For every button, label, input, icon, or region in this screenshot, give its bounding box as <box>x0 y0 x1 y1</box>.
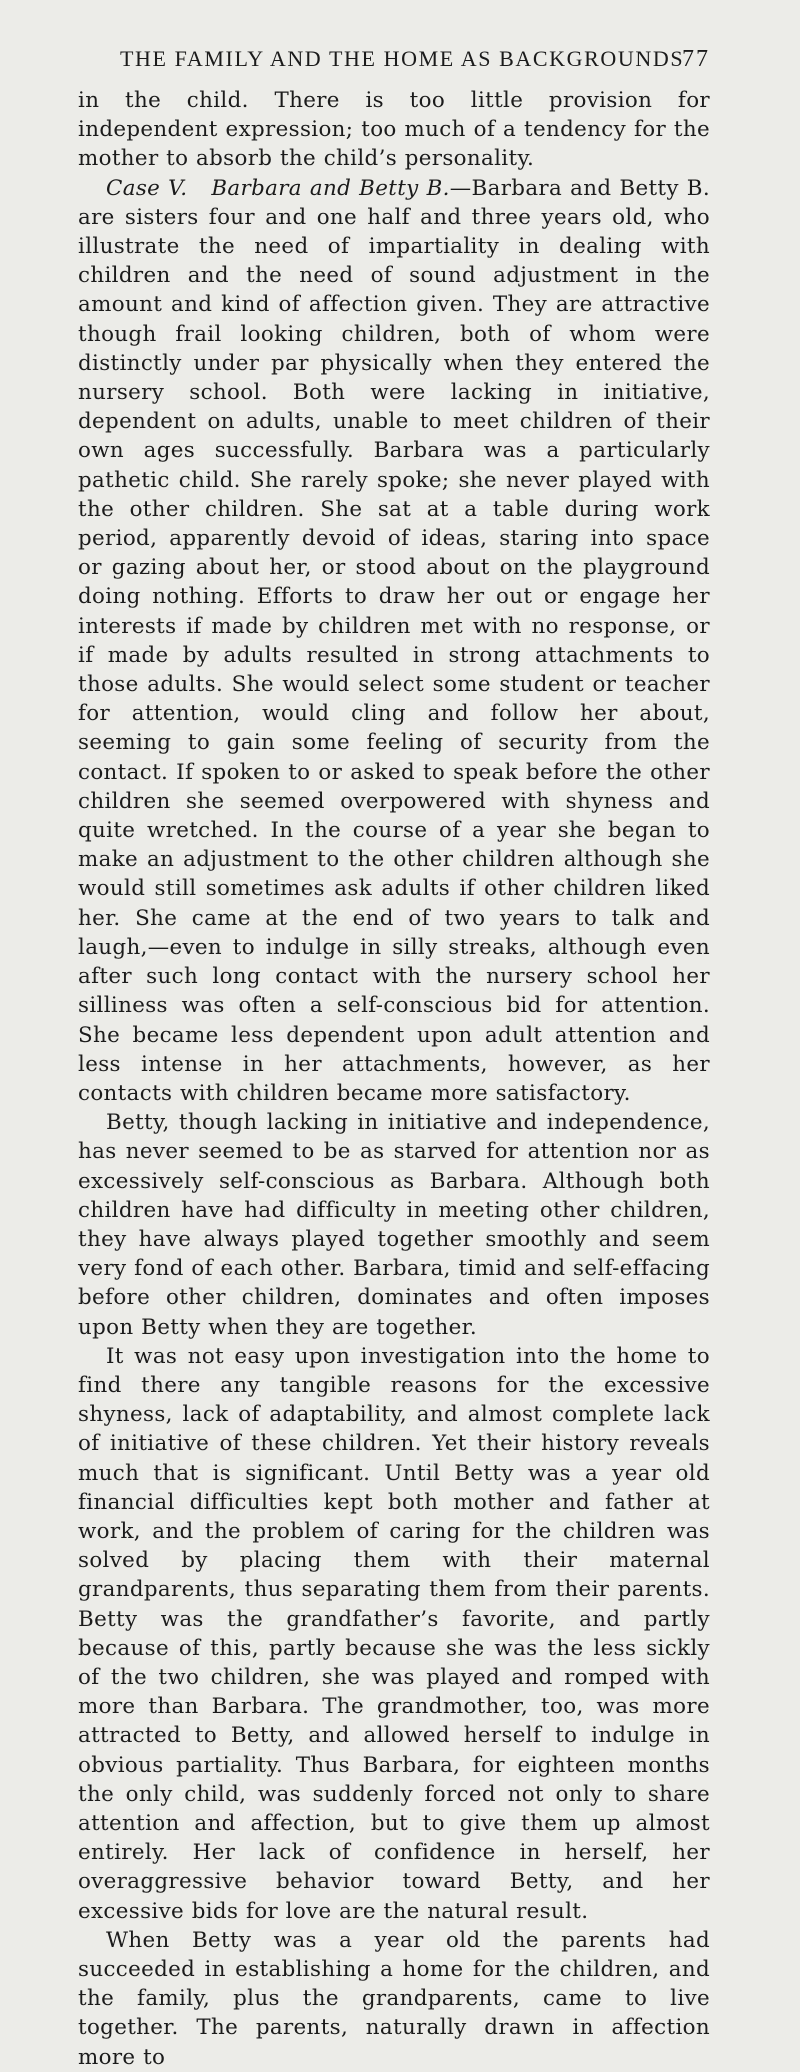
paragraph-betty: Betty, though lacking in initiative and independence, has never seemed to be as starved for attention nor as excessively self-conscious as Barbara. Although both children have had difficulty in meeting other children, they have always played together smoothly and seem very fond of each other. Barbara, timid and self-effacing before other children, dominates and often imposes upon Betty when they are together. <box>78 1110 711 1340</box>
paragraph-case-v <box>78 174 710 1109</box>
running-title: THE FAMILY AND THE HOME AS BACKGROUNDS <box>120 46 685 71</box>
case-label: Case V. <box>106 175 188 201</box>
case-text: —Barbara and Betty B. are sisters four and one half and three years old, who illustrate the need of impartiality in dealing with children and the need of sound adjustment in the amount and kind of affection given. They are attractive though frail looking children, both of whom were distinctly under par physically when they entered the nursery school. Both were lacking in initiative, dependent on adults, unable to meet children of their own ages successfully. Barbara was a particularly pathetic child. She rarely spoke; she never played with the other children. She sat at a table during work period, apparently devoid of ideas, staring into space or gazing about her, or stood about on the playground doing nothing. Efforts to draw her out or engage her interests if made by children met with no response, or if made by adults resulted in strong attachments to those adults. She would select some student or teacher for attention, would cling and follow her about, seeming to gain some feeling of security from the contact. If spoken to or asked to speak before the other children she seemed overpowered with shyness and quite wretched. In the course of a year she began to make an adjustment to the other children although she would still sometimes ask adults if other children liked her. She came at the end of two years to talk and laugh,—even to indulge in silly streaks, although even after such long contact with the nursery school her silliness was often a self-conscious bid for attention. She became less dependent upon adult attention and less intense in her attachments, however, as her contacts with children became more satisfactory. <box>78 175 710 1106</box>
body-text <box>78 86 710 2072</box>
paragraph-home-investigation: It was not easy upon investigation into the home to find there any tangible reasons for the excessive shyness, lack of adaptability, and almost complete lack of initiative of these children. Yet their history reveals much that is significant. Until Betty was a year old financial difficulties kept both mother and father at work, and the problem of caring for the children was solved by placing them with their maternal grandparents, thus separating them from their parents. Betty was the grandfather’s favorite, and partly because of this, partly because she was the less sickly of the two children, she was played and romped with more than Barbara. The grandmother, too, was more attracted to Betty, and allowed herself to indulge in obvious partiality. Thus Barbara, for eighteen months the only child, was suddenly forced not only to share attention and affection, but to give them up almost entirely. Her lack of confidence in herself, her overaggressive behavior toward Betty, and her excessive bids for love are the natural result. <box>78 1343 710 1924</box>
paragraph-continuation: in the child. There is too little provision for independent expression; too much of a tendency for the mother to absorb the child’s personality. <box>78 88 710 172</box>
paragraph-parents: When Betty was a year old the parents had succeeded in establishing a home for the children, and the family, plus the grandparents, came to live together. The parents, naturally drawn in affection more to <box>78 1927 710 2070</box>
case-title: Barbara and Betty B. <box>211 175 450 201</box>
running-head <box>78 46 710 86</box>
page-number: 77 <box>682 46 710 72</box>
